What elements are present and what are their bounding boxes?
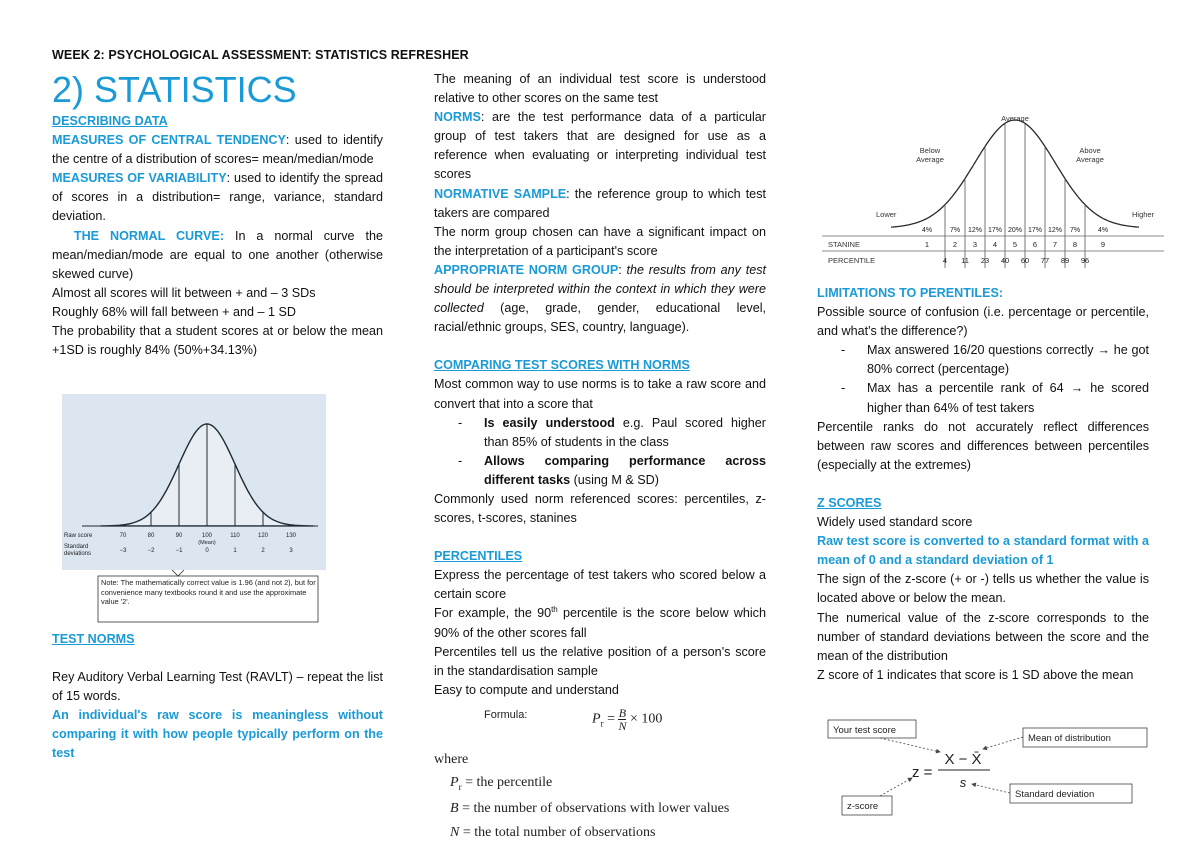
- normative-sample-para: [434, 185, 766, 223]
- z-para-1: Widely used standard score: [817, 515, 973, 530]
- perc2-b: percentile is the score below which 90% of the other scores fall: [434, 606, 766, 640]
- formula-num: B: [618, 706, 627, 720]
- z-para-2: Raw test score is converted to a standard format with a mean of 0 and a standard deviation of 1: [817, 534, 1149, 568]
- list-item: - Max has a percentile rank of 64 → he scored higher than 64% of test takers: [867, 379, 1149, 417]
- percentile-numbers: [943, 256, 1089, 265]
- column-3: [817, 284, 1149, 685]
- percentile-number: 4: [942, 256, 948, 265]
- norms-para: [434, 108, 766, 184]
- normal-curve-figure: [62, 394, 326, 626]
- probability-line: The probability that a student scores at or below the mean +1SD is roughly 84% (50%+34.13%): [52, 324, 383, 358]
- stanine-label: STANINE: [828, 240, 860, 249]
- stanine-number: 4: [992, 240, 998, 249]
- where-label: where: [434, 752, 469, 767]
- note-pointer: [172, 570, 184, 576]
- z-para-4: The numerical value of the z-score corresponds to the number of standard deviations between the score and the mean of the distribution: [817, 610, 1149, 663]
- appropriate-norm-colon: :: [618, 262, 627, 277]
- variability-para: [52, 169, 383, 226]
- z-formula-figure: [820, 712, 1150, 828]
- limitations-text: Possible source of confusion (i.e. percentage or percentile, and what's the difference?): [817, 305, 1149, 339]
- percentile-number: 60: [1020, 256, 1030, 265]
- percentiles-heading: PERCENTILES: [434, 549, 523, 564]
- stanine-percent: 20%: [1007, 227, 1023, 234]
- arrow-z: [880, 778, 912, 796]
- arrow-mean: [983, 737, 1023, 749]
- def2-sym: B: [450, 801, 459, 816]
- your-score-label: Your test score: [833, 725, 897, 736]
- appropriate-norm-italic: the results from any test should be interpreted within the context in which they were collected: [434, 262, 767, 316]
- norms-label: NORMS: [434, 110, 481, 125]
- lower-label: Lower: [876, 210, 897, 219]
- stanine-figure: [818, 108, 1166, 270]
- meaning-para: The meaning of an individual test score is understood relative to other scores on the same test: [434, 72, 766, 106]
- sd-tick: −1: [175, 548, 183, 554]
- raw-score-label: Raw score: [64, 533, 93, 539]
- stanine-number: 1: [924, 240, 930, 249]
- percentiles-para-1: Express the percentage of test takers who scored below a certain score: [434, 568, 766, 602]
- stanine-number: 5: [1012, 240, 1018, 249]
- higher-label: Higher: [1132, 210, 1155, 219]
- percentile-number: 96: [1080, 256, 1090, 265]
- def1-sub: r: [458, 781, 462, 792]
- sd-tick: 2: [261, 548, 265, 554]
- perc2-sup: th: [551, 605, 558, 615]
- column-2: [434, 70, 766, 700]
- raw-score-tick: 80: [147, 533, 155, 539]
- stanine-percent: 12%: [1047, 227, 1063, 234]
- raw-score-tick: 110: [230, 533, 240, 539]
- sd-tick: −3: [119, 548, 127, 554]
- raw-score-tick: 100: [201, 533, 213, 539]
- variability-text: : used to identify the spread of scores in a distribution= range, variance, standard deviation.: [52, 171, 383, 224]
- stanine-percent: 7%: [1069, 227, 1081, 234]
- norms-text: : are the test performance data of a particular group of test takers that are designed for use as a reference when evaluating or interpreting individual test scores: [434, 110, 766, 182]
- formula-sub: r: [600, 718, 604, 729]
- normal-curve-para: [52, 227, 383, 284]
- test-norms-section: [52, 630, 383, 764]
- sd-label-2: deviations: [64, 551, 92, 557]
- stanine-percent: 7%: [949, 227, 961, 234]
- formula-fraction: [618, 707, 626, 732]
- percentiles-para-3: Percentiles tell us the relative position of a person's score in the standardisation sample: [434, 644, 766, 678]
- limitations-list: [817, 341, 1149, 417]
- stanine-number: 8: [1072, 240, 1078, 249]
- meaningless-text: An individual's raw score is meaningless without comparing it with how people typically perform on the test: [52, 708, 383, 761]
- stanine-percent: 17%: [1027, 227, 1043, 234]
- percentile-label: PERCENTILE: [828, 256, 876, 265]
- average-label: Average: [1001, 114, 1029, 123]
- def1-sym: P: [450, 775, 459, 790]
- stanine-percent: 4%: [921, 227, 933, 234]
- stanine-svg: [818, 108, 1166, 270]
- mean-dist-label: Mean of distribution: [1028, 733, 1111, 744]
- def-n: [450, 825, 655, 841]
- page-header: WEEK 2: PSYCHOLOGICAL ASSESSMENT: STATISTICS REFRESHER: [52, 48, 469, 62]
- percentile-number: 23: [980, 256, 990, 265]
- raw-score-tick: 120: [257, 533, 269, 539]
- formula-label: Formula:: [484, 709, 528, 721]
- above-label-1: Above: [1079, 146, 1101, 155]
- percentiles-para-4: Easy to compute and understand: [434, 682, 619, 697]
- stanine-percent: 17%: [987, 227, 1003, 234]
- formula-lhs: P: [592, 711, 601, 727]
- arrow-score: [880, 738, 940, 752]
- zscore-label: z-score: [847, 801, 879, 812]
- sd-tick: 1: [233, 548, 237, 554]
- appropriate-norm-para: [434, 261, 766, 337]
- formula-eq: =: [607, 711, 619, 727]
- stanine-percents: [922, 227, 1108, 234]
- rey-text: Rey Auditory Verbal Learning Test (RAVLT) – repeat the list of 15 words.: [52, 670, 383, 704]
- test-norms-heading: TEST NORMS: [52, 632, 135, 646]
- formula-den: N: [618, 719, 627, 733]
- note-text: Note: The mathematically correct value is 1.96 (and not 2), but for convenience many textbooks round it and use the approximate value '2'.: [101, 578, 316, 607]
- normal-curve-label: THE NORMAL CURVE:: [73, 228, 225, 243]
- arrow-std: [972, 784, 1010, 793]
- comparing-heading: COMPARING TEST SCORES WITH NORMS: [434, 358, 690, 373]
- above-label-2: Average: [1076, 155, 1104, 164]
- z-formula-svg: [820, 712, 1150, 828]
- central-tendency-para: [52, 131, 383, 169]
- note-text-wrapper: [101, 578, 317, 622]
- def1-text: = the percentile: [461, 775, 553, 790]
- bullet-2-rest: (using M & SD): [570, 472, 659, 487]
- below-label-2: Average: [916, 155, 944, 164]
- limitations-heading: LIMITATIONS TO PERENTILES:: [817, 286, 1004, 300]
- percentile-number: 40: [1000, 256, 1010, 265]
- z-denominator: s: [959, 775, 967, 790]
- stanine-percent: 4%: [1097, 227, 1109, 234]
- appropriate-norm-rest: (age, grade, gender, educational level, racial/ethnic groups, SES, country, language).: [434, 301, 766, 335]
- mean-label: (Mean): [198, 540, 216, 546]
- raw-score-tick: 70: [119, 533, 127, 539]
- bullet-1-rest: e.g. Paul scored higher than 85% of students in the class: [484, 415, 766, 449]
- sd-line-2: Roughly 68% will fall between + and – 1 SD: [52, 304, 296, 319]
- stanine-number: 3: [972, 240, 978, 249]
- list-item: [484, 452, 766, 490]
- z-scores-heading: Z SCORES: [817, 495, 882, 510]
- z-para-5: Z score of 1 indicates that score is 1 SD above the mean: [817, 667, 1134, 682]
- section-title: 2) STATISTICS: [52, 69, 297, 110]
- bullet-1-bold: Is easily understood: [484, 415, 615, 430]
- sd-label-1: Standard: [64, 544, 89, 550]
- common-scores-para: Commonly used norm referenced scores: percentiles, z-scores, t-scores, stanines: [434, 491, 766, 526]
- sd-tick: 3: [289, 548, 293, 554]
- norm-group-para: The norm group chosen can have a significant impact on the interpretation of a participant's score: [434, 224, 766, 258]
- percentile-number: 89: [1060, 256, 1070, 265]
- stanine-numbers: [925, 240, 1105, 249]
- central-tendency-label: MEASURES OF CENTRAL TENDENCY: [52, 133, 286, 148]
- list-item: [484, 414, 766, 452]
- list-item: - Max answered 16/20 questions correctly → he got 80% correct (percentage): [867, 341, 1149, 379]
- percentiles-para-2: [434, 604, 766, 642]
- raw-score-tick: 90: [175, 533, 183, 539]
- column-1: [52, 70, 383, 360]
- percentile-number: 77: [1040, 256, 1050, 265]
- formula-expression: [592, 707, 662, 732]
- def-percentile: [450, 775, 552, 792]
- sd-tick: 0: [205, 548, 209, 554]
- stanine-number: 7: [1052, 240, 1058, 249]
- stanine-number: 6: [1032, 240, 1038, 249]
- limitations-para: Percentile ranks do not accurately reflect differences between raw scores and differences between percentiles (especially at the extremes): [817, 419, 1149, 472]
- below-label-1: Below: [919, 146, 941, 155]
- normative-sample-label: NORMATIVE SAMPLE: [434, 186, 567, 201]
- def2-text: = the number of observations with lower values: [458, 801, 730, 816]
- perc2-a: For example, the 90: [434, 606, 552, 621]
- sd-tick: −2: [147, 548, 155, 554]
- sd-line-1: Almost all scores will lit between + and – 3 SDs: [52, 285, 316, 300]
- appropriate-norm-label: APPROPRIATE NORM GROUP: [434, 262, 619, 277]
- describing-data-heading: DESCRIBING DATA: [52, 114, 168, 128]
- stanine-percent: 12%: [967, 227, 983, 234]
- stanine-bell-curve: [891, 120, 1139, 227]
- z-eq: z =: [912, 764, 933, 781]
- def3-text: = the total number of observations: [459, 825, 656, 840]
- central-tendency-text: : used to identify the centre of a distribution of scores= mean/median/mode: [52, 133, 383, 167]
- raw-score-tick: 130: [285, 533, 297, 539]
- stanine-number: 2: [952, 240, 958, 249]
- normative-sample-text: : the reference group to which test takers are compared: [434, 186, 766, 220]
- z-para-3: The sign of the z-score (+ or -) tells us whether the value is located above or below the mean.: [817, 572, 1149, 606]
- formula-times: × 100: [629, 711, 663, 727]
- def3-sym: N: [450, 825, 460, 840]
- std-dev-label: Standard deviation: [1015, 789, 1095, 800]
- variability-label: MEASURES OF VARIABILITY: [52, 171, 227, 186]
- normal-curve-text: In a normal curve the mean/median/mode are equal to one another (otherwise skewed curve): [52, 228, 383, 281]
- bullet-2-bold: Allows comparing performance across different tasks: [484, 453, 766, 487]
- z-numerator: X − X̄: [944, 751, 982, 768]
- percentile-number: 11: [961, 256, 969, 265]
- comparing-text: Most common way to use norms is to take a raw score and convert that into a score that: [434, 377, 766, 411]
- normal-curve-svg: [62, 394, 326, 626]
- stanine-number: 9: [1100, 240, 1106, 249]
- percentile-formula-figure: [428, 707, 758, 848]
- comparing-list: [434, 414, 766, 490]
- def-b: [450, 801, 729, 817]
